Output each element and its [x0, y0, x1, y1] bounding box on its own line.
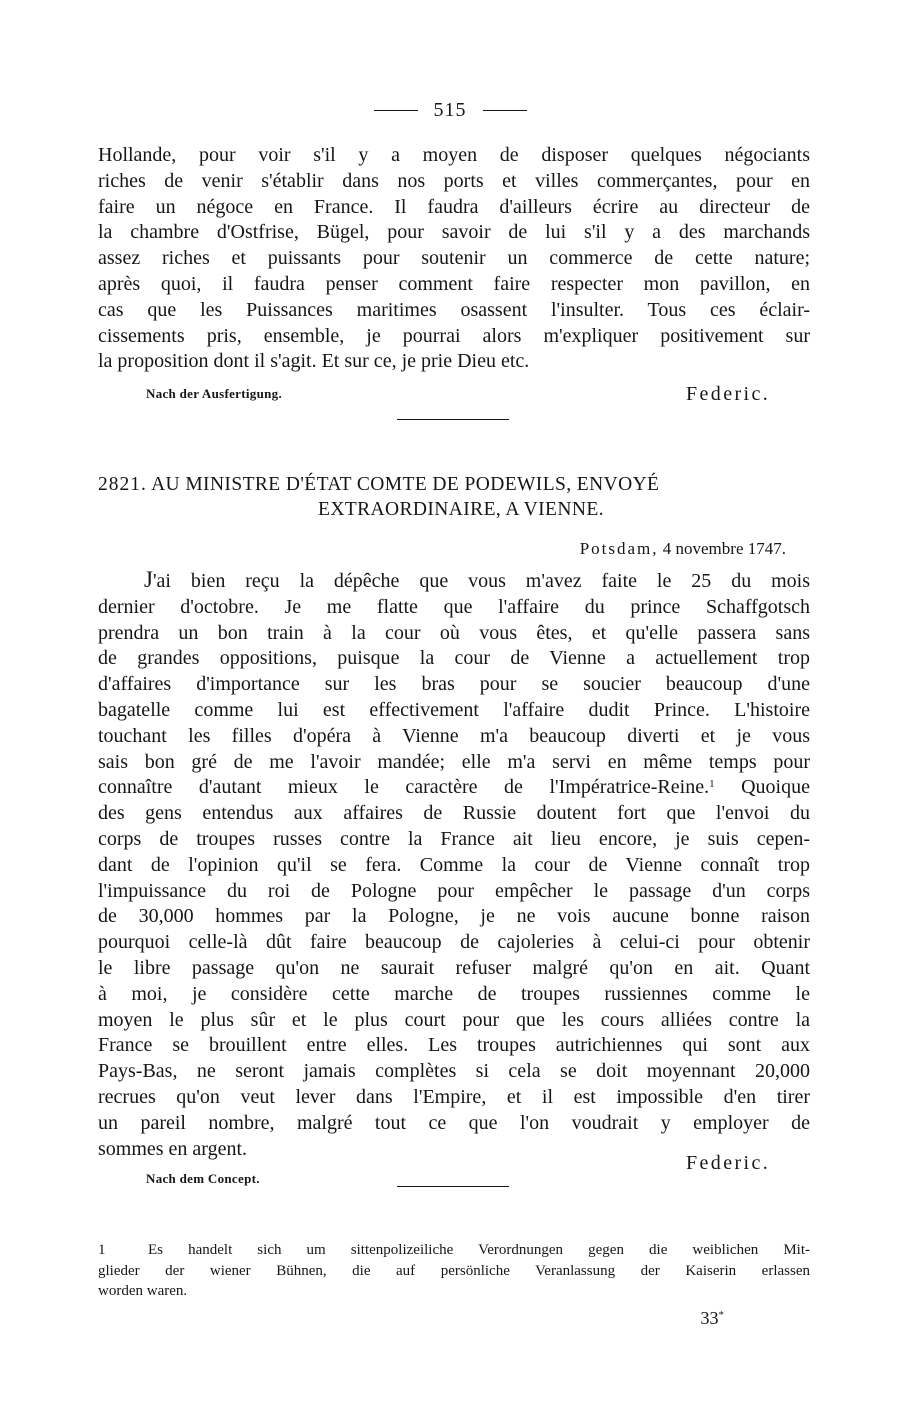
date-place: Potsdam, — [579, 539, 659, 558]
letter-line: touchant les filles d'opéra à Vienne m'a beaucoup diverti et je vous — [98, 724, 810, 747]
prev-line: cas que les Puissances maritimes osassent l'insulter. Tous ces éclair- — [98, 298, 810, 321]
footnote-line: worden waren. — [98, 1283, 188, 1299]
letter-line: prendra un bon train à la cour où vous êtes, et qu'elle passera sans — [98, 621, 810, 644]
prev-letter-signature: Federic. — [686, 383, 771, 405]
sheet-number: 33 — [700, 1308, 719, 1328]
letter-line: à moi, je considère cette marche de troupes russiennes comme le — [98, 982, 810, 1005]
footnote-line: glieder der wiener Bühnen, die auf persönliche Veranlassung der Kaiserin erlassen — [98, 1262, 810, 1279]
prev-line: riches de venir s'établir dans nos ports et villes commerçantes, pour en — [98, 169, 810, 192]
date: 4 novembre 1747. — [662, 539, 786, 558]
letter-signature: Federic. — [686, 1152, 771, 1174]
footnote-line: 1 Es handelt sich um sittenpolizeiliche Verordnungen gegen die weiblichen Mit- — [98, 1240, 810, 1261]
header-rule-left — [374, 110, 418, 111]
letter-line: bagatelle comme lui est effectivement l'affaire dudit Prince. L'histoire — [98, 698, 810, 721]
letter-line: dernier d'octobre. Je me flatte que l'affaire du prince Schaffgotsch — [98, 595, 810, 618]
header-rule-right — [483, 110, 527, 111]
sheet-asterisk: * — [718, 1309, 724, 1321]
letter-heading-line2: EXTRAORDINAIRE, A VIENNE. — [318, 499, 604, 520]
letter-line-with-footnote: connaître d'autant mieux le caractère de l'Impératrice-Reine.$^1$ Quoique — [98, 776, 810, 799]
page-number: 515 — [433, 98, 467, 121]
section-divider — [397, 1186, 509, 1187]
letter-line: des gens entendus aux affaires de Russie doutent fort que l'envoi du — [98, 802, 810, 825]
letter-line: de 30,000 hommes par la Pologne, je ne vois aucune bonne raison — [98, 905, 810, 928]
letter-number: 2821. — [98, 474, 147, 495]
letter-line: un pareil nombre, malgré tout ce que l'on voudrait y employer de — [98, 1111, 810, 1134]
letter-line: Pays-Bas, ne seront jamais complètes si cela se doit moyennant 20,000 — [98, 1060, 810, 1083]
letter-line: moyen le plus sûr et le plus court pour que les cours alliées contre la — [98, 1008, 810, 1031]
letter-dateline — [580, 539, 786, 559]
letter-line: dant de l'opinion qu'il se fera. Comme la cour de Vienne connaît trop — [98, 853, 810, 876]
letter-line: corps de troupes russes contre la France ait lieu encore, je suis cepen- — [98, 827, 810, 850]
prev-line: faire un négoce en France. Il faudra d'ailleurs écrire au directeur de — [98, 195, 810, 218]
letter-line: de grandes oppositions, puisque la cour de Vienne a actuellement trop — [98, 647, 810, 670]
letter-line: sommes en argent. — [98, 1137, 248, 1160]
prev-letter-body — [98, 143, 810, 375]
letter-line: France se brouillent entre elles. Les troupes autrichiennes qui sont aux — [98, 1034, 810, 1057]
letter-line: sais bon gré de me l'avoir mandée; elle m'a servi en même temps pour — [98, 750, 810, 773]
page-header — [0, 98, 900, 122]
prev-line: assez riches et puissants pour soutenir un commerce de cette nature; — [98, 247, 810, 270]
prev-line: cissements pris, ensemble, je pourrai alors m'expliquer positivement sur — [98, 324, 810, 347]
letter-line-first: J'ai bien reçu la dépêche que vous m'avez faite le 25 du mois — [144, 567, 810, 592]
letter-body — [98, 567, 810, 1162]
letter-line: l'impuissance du roi de Pologne pour empêcher le passage d'un corps — [98, 879, 810, 902]
letter-line: le libre passage qu'on ne saurait refuser malgré qu'on en ait. Quant — [98, 956, 810, 979]
section-divider — [397, 419, 509, 420]
letter-source: Nach dem Concept. — [146, 1171, 260, 1186]
initial-letter: J — [144, 567, 153, 592]
sheet-signature-mark — [701, 1308, 725, 1329]
letter-heading — [98, 472, 810, 522]
letter-line: recrues qu'on veut lever dans l'Empire, et il est impossible d'en tirer — [98, 1085, 810, 1108]
footnote — [98, 1240, 810, 1302]
prev-line: Hollande, pour voir s'il y a moyen de disposer quelques négociants — [98, 144, 810, 166]
prev-line: la chambre d'Ostfrise, Bügel, pour savoir de lui s'il y a des marchands — [98, 221, 810, 244]
letter-line: pourquoi celle-là dût faire beaucoup de cajoleries à celui-ci pour obtenir — [98, 931, 810, 954]
prev-letter-source: Nach der Ausfertigung. — [146, 386, 283, 401]
letter-heading-line1: AU MINISTRE D'ÉTAT COMTE DE PODEWILS, ENVOYÉ — [151, 474, 660, 495]
footnote-reference: 1 — [709, 778, 715, 791]
prev-line: la proposition dont il s'agit. Et sur ce, je prie Dieu etc. — [98, 350, 530, 373]
footnote-mark: 1 — [98, 1242, 106, 1258]
prev-line: après quoi, il faudra penser comment faire respecter mon pavillon, en — [98, 272, 810, 295]
letter-line: d'affaires d'importance sur les bras pour se soucier beaucoup d'une — [98, 673, 810, 696]
